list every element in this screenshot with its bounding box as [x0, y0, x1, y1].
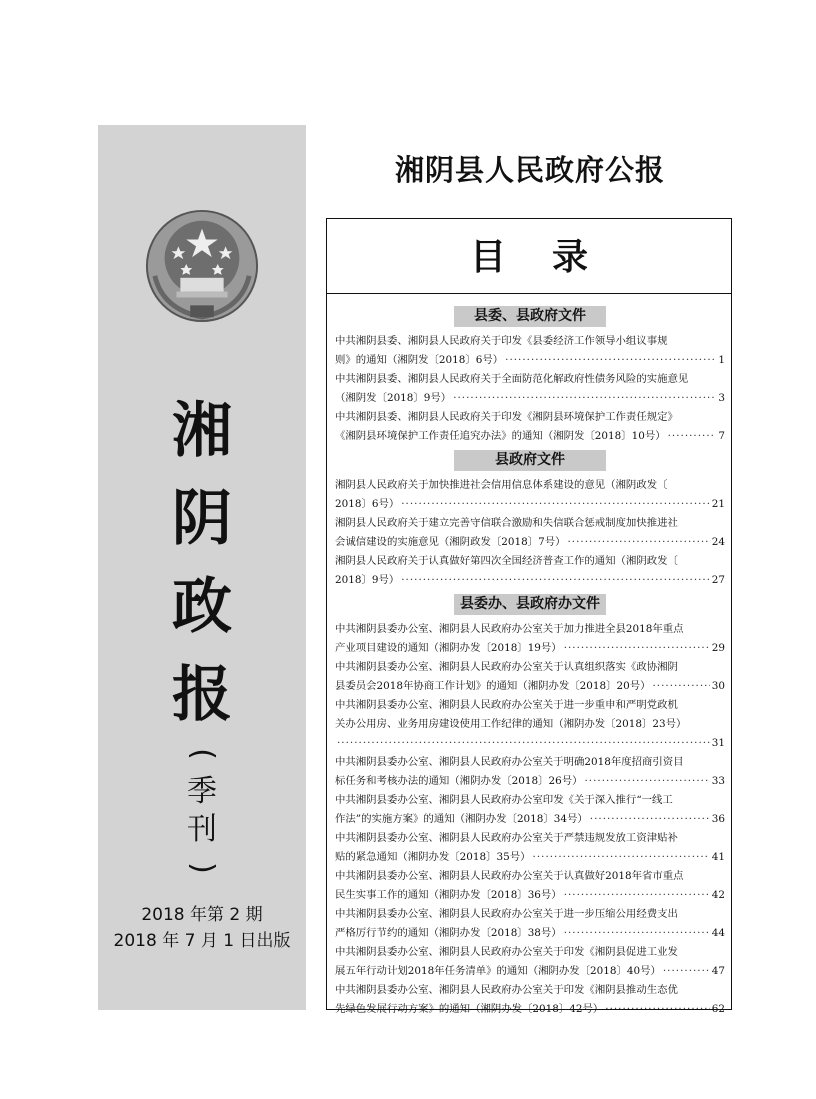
dot-leader — [652, 677, 709, 696]
cover-title-char: 政 — [172, 572, 232, 642]
quarterly-char: 季 — [187, 774, 217, 809]
dot-leader — [668, 427, 717, 446]
quarterly-label — [98, 735, 306, 887]
toc-entry[interactable] — [335, 753, 725, 791]
dot-leader — [401, 571, 710, 590]
toc-page-number: 3 — [718, 392, 725, 404]
section-title: 县委、县政府文件 — [454, 306, 606, 327]
quarterly-char: 刊 — [187, 812, 217, 847]
toc-page-number: 30 — [711, 680, 725, 692]
toc-entry-last-line — [335, 389, 725, 408]
toc-page-number: 47 — [711, 965, 725, 977]
toc-entry-last-line — [335, 924, 725, 943]
dot-leader — [564, 886, 710, 905]
national-emblem-icon — [143, 207, 261, 325]
toc-page-number: 1 — [718, 354, 725, 366]
toc-page-number: 44 — [711, 927, 725, 939]
toc-entry-last-line — [335, 1000, 725, 1019]
toc-entry-text: 先绿色发展行动方案》的通知（湘阴办发〔2018〕42号） — [335, 1003, 604, 1015]
toc-page-number: 36 — [711, 813, 725, 825]
toc-page-number: 29 — [711, 642, 725, 654]
toc-entry-line: 中共湘阴县委、湘阴县人民政府关于全面防范化解政府性债务风险的实施意见 — [335, 373, 689, 385]
toc-entry-line: 湘阴县人民政府关于加快推进社会信用信息体系建设的意见（湘阴政发〔 — [335, 479, 668, 491]
toc-entry-line: 中共湘阴县委、湘阴县人民政府关于印发《湘阴县环境保护工作责任规定》 — [335, 411, 678, 423]
toc-entry-last-line — [335, 734, 725, 753]
toc-entry[interactable] — [335, 408, 725, 446]
toc-entry-text: 贴的紧急通知（湘阴办发〔2018〕35号） — [335, 851, 531, 863]
dot-leader — [567, 533, 709, 552]
dot-leader — [401, 495, 710, 514]
toc-entry-text: 民生实事工作的通知（湘阴办发〔2018〕36号） — [335, 889, 562, 901]
cover-title-char: 湘 — [172, 396, 232, 466]
toc-heading: 目录 — [327, 219, 731, 294]
toc-entry-last-line — [335, 772, 725, 791]
toc-page-number: 62 — [711, 1003, 725, 1015]
dot-leader — [663, 962, 710, 981]
issue-number: 2018 年第 2 期 — [141, 905, 263, 925]
cover-title-char: 阴 — [172, 484, 232, 554]
toc-entry-line: 中共湘阴县委、湘阴县人民政府关于印发《县委经济工作领导小组议事规 — [335, 335, 668, 347]
toc-page-number: 42 — [711, 889, 725, 901]
toc-page-number: 27 — [711, 574, 725, 586]
toc-entry[interactable] — [335, 620, 725, 658]
toc-entry-line: 中共湘阴县委办公室、湘阴县人民政府办公室关于认真做好2018年省市重点 — [335, 870, 684, 882]
publish-date: 2018 年 7 月 1 日出版 — [113, 931, 291, 951]
toc-entry-last-line — [335, 571, 725, 590]
toc-entry-last-line — [335, 427, 725, 446]
toc-entry[interactable] — [335, 476, 725, 514]
toc-entry-text: （湘阴发〔2018〕9号） — [335, 392, 452, 404]
toc-entry-line: 中共湘阴县委办公室、湘阴县人民政府办公室关于明确2018年度招商引资目 — [335, 756, 684, 768]
quarterly-char: ( — [185, 748, 220, 760]
toc-entry-line: 中共湘阴县委办公室、湘阴县人民政府办公室关于进一步压缩公用经费支出 — [335, 908, 678, 920]
section-title: 县政府文件 — [454, 450, 606, 471]
toc-entry[interactable] — [335, 552, 725, 590]
toc-entry-line: 湘阴县人民政府关于认真做好第四次全国经济普查工作的通知（湘阴政发〔 — [335, 555, 678, 567]
toc-entry-last-line — [335, 962, 725, 981]
toc-entry-line: 中共湘阴县委办公室、湘阴县人民政府办公室印发《关于深入推行“一线工 — [335, 794, 673, 806]
dot-leader — [453, 389, 716, 408]
section-title: 县委办、县政府办文件 — [454, 594, 606, 615]
toc-page-number: 7 — [718, 430, 725, 442]
toc-entry-line: 中共湘阴县委办公室、湘阴县人民政府办公室关于印发《湘阴县促进工业发 — [335, 946, 678, 958]
dot-leader — [584, 772, 709, 791]
dot-leader — [590, 810, 710, 829]
toc-entry-text: 标任务和考核办法的通知（湘阴办发〔2018〕26号） — [335, 775, 583, 787]
toc-entry-line: 中共湘阴县委办公室、湘阴县人民政府办公室关于进一步重申和严明党政机 — [335, 699, 678, 711]
cover-title-char: 报 — [172, 660, 232, 730]
quarterly-char: ) — [185, 862, 220, 874]
toc-entry-text: 县委员会2018年协商工作计划》的通知（湘阴办发〔2018〕20号） — [335, 680, 651, 692]
toc-entry-text: 严格厉行节约的通知（湘阴办发〔2018〕38号） — [335, 927, 562, 939]
toc-entry-line: 中共湘阴县委办公室、湘阴县人民政府办公室关于认真组织落实《政协湘阴 — [335, 661, 678, 673]
toc-entry-line: 中共湘阴县委办公室、湘阴县人民政府办公室关于加力推进全县2018年重点 — [335, 623, 684, 635]
toc-entry-last-line — [335, 495, 725, 514]
toc-entry-text: 作法”的实施方案》的通知（湘阴办发〔2018〕34号） — [335, 813, 588, 825]
toc-entry[interactable] — [335, 332, 725, 370]
toc-entry-line: 关办公用房、业务用房建设使用工作纪律的通知（湘阴办发〔2018〕23号） — [335, 718, 687, 730]
dot-leader — [505, 351, 716, 370]
toc-entry[interactable] — [335, 905, 725, 943]
toc-entry-last-line — [335, 886, 725, 905]
toc-entry-last-line — [335, 351, 725, 370]
toc-page-number: 31 — [711, 737, 725, 749]
toc-entry-text: 2018〕6号） — [335, 498, 400, 510]
dot-leader — [337, 734, 710, 753]
toc-entry[interactable] — [335, 829, 725, 867]
toc-entry[interactable] — [335, 658, 725, 696]
toc-entry-line: 中共湘阴县委办公室、湘阴县人民政府办公室关于严禁违规发放工资津贴补 — [335, 832, 678, 844]
dot-leader — [605, 1000, 710, 1019]
toc-entry[interactable] — [335, 514, 725, 552]
journal-title: 湘阴县人民政府公报 — [394, 153, 665, 187]
toc-page-number: 41 — [711, 851, 725, 863]
toc-entry-last-line — [335, 533, 725, 552]
toc-entry-text: 2018〕9号） — [335, 574, 400, 586]
toc-page-number: 33 — [711, 775, 725, 787]
toc-entry[interactable] — [335, 791, 725, 829]
toc-entry-text: 则》的通知（湘阴发〔2018〕6号） — [335, 354, 504, 366]
cover-sidebar — [98, 125, 306, 1010]
toc-entry-text: 产业项目建设的通知（湘阴办发〔2018〕19号） — [335, 642, 562, 654]
dot-leader — [533, 848, 710, 867]
toc-entry[interactable] — [335, 696, 725, 753]
table-of-contents — [326, 218, 732, 1015]
toc-entry-line: 湘阴县人民政府关于建立完善守信联合激励和失信联合惩戒制度加快推进社 — [335, 517, 678, 529]
dot-leader — [564, 924, 710, 943]
toc-entry-last-line — [335, 810, 725, 829]
toc-sections — [327, 294, 731, 1019]
dot-leader — [564, 639, 710, 658]
toc-entry-last-line — [335, 848, 725, 867]
toc-entry[interactable] — [335, 370, 725, 408]
toc-page-number: 24 — [711, 536, 725, 548]
toc-entry[interactable] — [335, 943, 725, 981]
toc-page-number: 21 — [711, 498, 725, 510]
issue-info — [98, 902, 306, 954]
toc-entry[interactable] — [335, 867, 725, 905]
toc-entry-text: 《湘阴县环境保护工作责任追究办法》的通知（湘阴发〔2018〕10号） — [335, 430, 666, 442]
toc-entry-line: 中共湘阴县委办公室、湘阴县人民政府办公室关于印发《湘阴县推动生态优 — [335, 984, 678, 996]
toc-entry-last-line — [335, 639, 725, 658]
toc-entry[interactable] — [335, 981, 725, 1019]
toc-entry-last-line — [335, 677, 725, 696]
toc-entry-text: 展五年行动计划2018年任务清单》的通知（湘阴办发〔2018〕40号） — [335, 965, 661, 977]
toc-entry-text: 会诚信建设的实施意见（湘阴政发〔2018〕7号） — [335, 536, 566, 548]
